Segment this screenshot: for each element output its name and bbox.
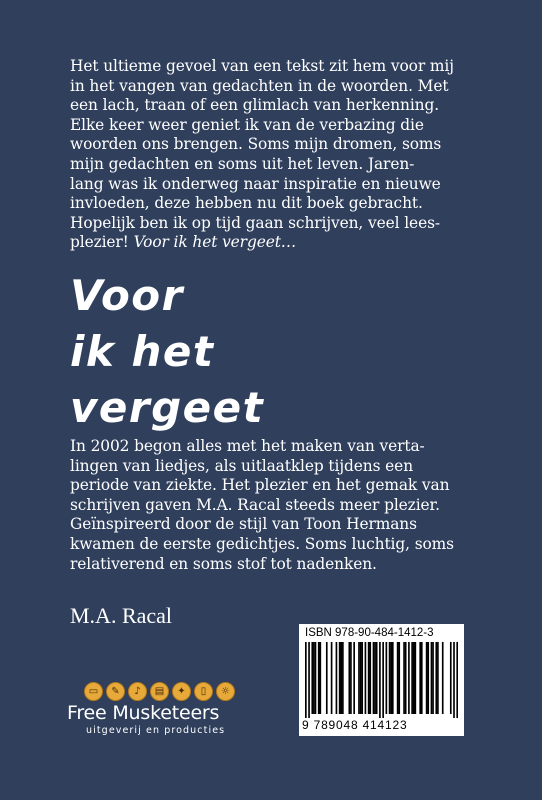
barcode-bar: [397, 642, 399, 714]
publisher-name: Free Musketeers: [67, 702, 220, 724]
back-cover-blurb: [70, 57, 470, 253]
blurb-line: Het ultieme gevoel van een tekst zit hem voor mij: [70, 57, 454, 75]
publisher-icons: [84, 682, 235, 701]
bio-line: Geïnspireerd door de stijl van Toon Hermans: [70, 515, 417, 534]
book-icon: ▭: [84, 682, 103, 701]
barcode-bar: [432, 642, 434, 714]
isbn-label: ISBN 978-90-484-1412-3: [305, 627, 434, 639]
barcode-bar: [456, 642, 458, 718]
publisher-logo: [62, 680, 247, 740]
barcode-bar: [336, 642, 338, 714]
barcode-bar: [365, 642, 367, 714]
barcode-bar: [379, 642, 381, 718]
title-line: ik het: [70, 327, 215, 376]
barcode-bar: [348, 642, 350, 714]
barcode-bar: [435, 642, 437, 714]
barcode-bar: [342, 642, 344, 714]
barcode-bar: [408, 642, 410, 714]
barcode-bar: [413, 642, 415, 714]
barcode-bar: [305, 642, 307, 718]
blurb-line: Hopelijk ben ik op tijd gaan schrijven, veel lees-: [70, 213, 440, 232]
barcode-bar: [369, 642, 371, 714]
barcode-bar: [360, 642, 362, 714]
barcode-bar: [340, 642, 342, 714]
barcode-bar: [311, 642, 313, 714]
bio-line: kwamen de eerste gedichtjes. Soms luchtig, soms: [70, 534, 454, 553]
barcode-bar: [308, 642, 310, 718]
barcode-bar: [398, 642, 400, 714]
blurb-italic-title: Voor ik het vergeet…: [133, 233, 297, 252]
blurb-line: mijn gedachten en soms uit het leven. Jaren-: [70, 154, 415, 173]
bio-line: relativerend en soms stof tot nadenken.: [70, 554, 377, 573]
blurb-line: een lach, traan of een glimlach van herkenning.: [70, 96, 440, 115]
barcode-bar: [392, 642, 394, 714]
author-bio: [70, 437, 470, 574]
author-name: M.A. Racal: [70, 603, 173, 628]
film-icon: ▤: [150, 682, 169, 701]
barcode-bar: [376, 642, 378, 714]
barcode-bar: [318, 642, 320, 714]
barcode-bars: [305, 642, 458, 718]
barcode-bar: [437, 642, 439, 714]
barcode-bar: [339, 642, 341, 714]
barcode-bar: [382, 642, 384, 718]
barcode-bar: [389, 642, 391, 714]
barcode-bar: [426, 642, 428, 714]
barcode-bar: [431, 642, 433, 714]
blurb-last-line: [70, 233, 470, 253]
bio-line: periode van ziekte. Het plezier en het gemak van: [70, 476, 450, 495]
title-line: Voor: [70, 271, 184, 320]
barcode-bar: [421, 642, 423, 714]
barcode-bar: [361, 642, 363, 714]
barcode-bar: [403, 642, 405, 714]
star-icon: ✦: [172, 682, 191, 701]
barcode-bar: [315, 642, 317, 714]
barcode-bar: [353, 642, 355, 714]
title-line: vergeet: [70, 383, 265, 432]
barcode-bar: [450, 642, 452, 714]
barcode-bar: [368, 642, 370, 714]
book-title: [70, 268, 264, 436]
blurb-last-line-start: plezier!: [70, 233, 134, 252]
bio-line: schrijven gaven M.A. Racal steeds meer plezier.: [70, 495, 440, 514]
barcode-bar: [415, 642, 417, 714]
barcode-bar: [319, 642, 321, 714]
barcode-bar: [326, 642, 328, 714]
barcode-bar: [442, 642, 444, 714]
isbn-barcode: [299, 624, 464, 736]
publisher-tagline: uitgeverij en producties: [86, 725, 226, 736]
music-icon: ♪: [128, 682, 147, 701]
blurb-line: lang was ik onderweg naar inspiratie en nieuwe: [70, 174, 441, 193]
barcode-bar: [405, 642, 407, 714]
bio-line: lingen van liedjes, als uitlaatklep tijdens een: [70, 456, 414, 475]
barcode-bar: [411, 642, 413, 714]
page-icon: ▯: [194, 682, 213, 701]
blurb-line: woorden ons brengen. Soms mijn dromen, soms: [70, 135, 442, 154]
barcode-bar: [453, 642, 455, 718]
barcode-bar: [331, 642, 333, 714]
barcode-bar: [427, 642, 429, 714]
blurb-line: in het vangen van gedachten in de woorden. Met: [70, 76, 449, 95]
barcode-bar: [374, 642, 376, 714]
barcode-bar: [350, 642, 352, 714]
blurb-line: Elke keer weer geniet ik van de verbazing die: [70, 115, 424, 134]
barcode-bar: [373, 642, 375, 714]
barcode-digits: 9 789048 414123: [302, 718, 408, 732]
barcode-bar: [313, 642, 315, 714]
barcode-bar: [358, 642, 360, 714]
barcode-bar: [386, 642, 388, 714]
barcode-bar: [390, 642, 392, 714]
barcode-bar: [419, 642, 421, 714]
blurb-line: invloeden, deze hebben nu dit boek gebracht.: [70, 194, 423, 213]
bio-line: In 2002 begon alles met het maken van verta-: [70, 437, 425, 455]
sun-icon: ☼: [216, 682, 235, 701]
pen-icon: ✎: [106, 682, 125, 701]
